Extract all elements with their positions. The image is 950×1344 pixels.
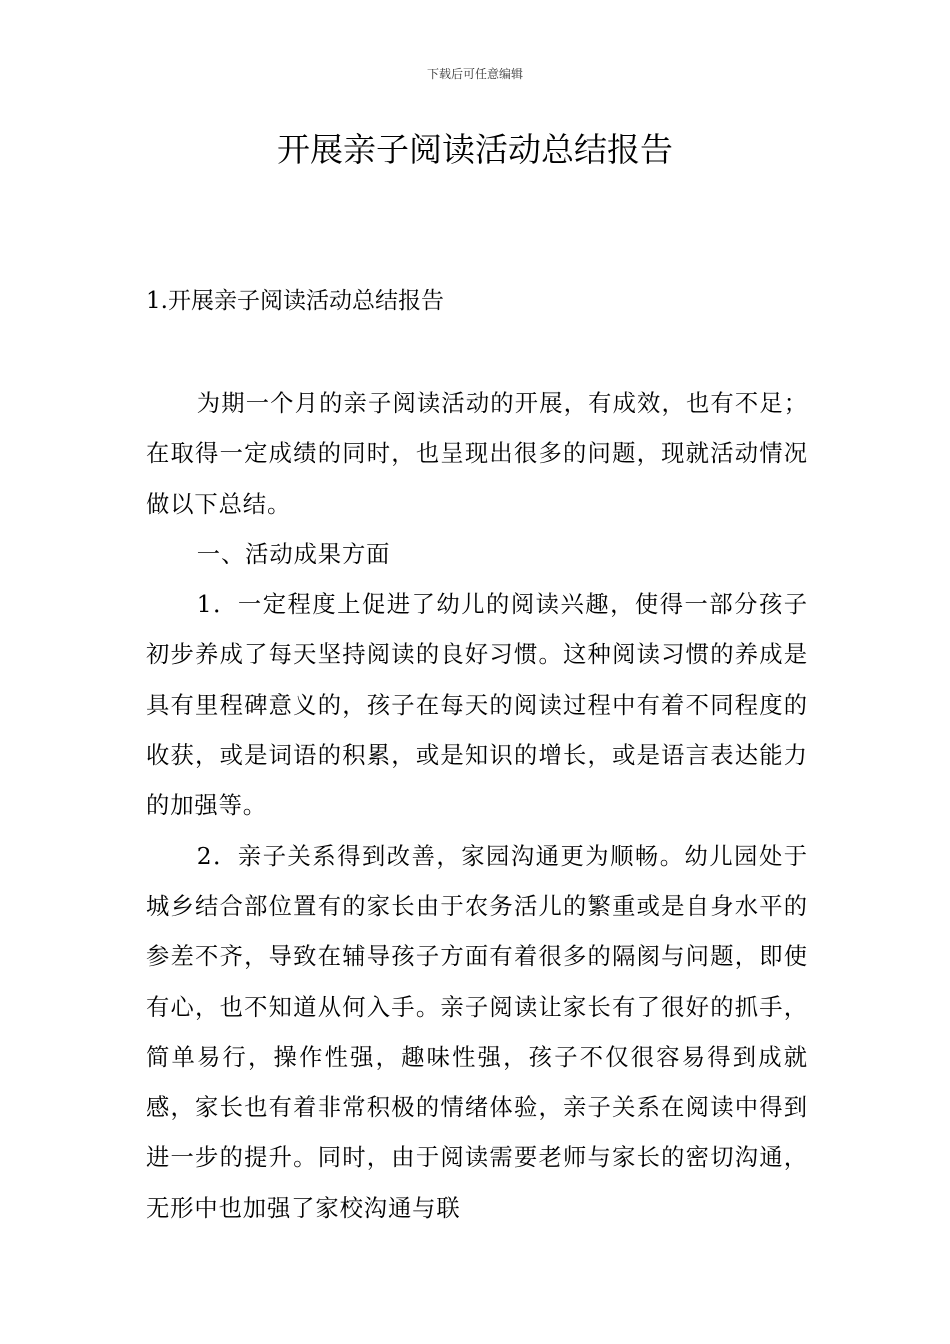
document-title: 开展亲子阅读活动总结报告 <box>277 130 673 169</box>
header-note: 下载后可任意编辑 <box>426 67 523 81</box>
body-text <box>146 379 808 1234</box>
paragraph-point-1: 1．一定程度上促进了幼儿的阅读兴趣，使得一部分孩子初步养成了每天坚持阅读的良好习惯。这种阅读习惯的养成是具有里程碑意义的，孩子在每天的阅读过程中有着不同程度的收获，或是词语的积累，或是知识的增长，或是语言表达能力的加强等。 <box>146 591 808 820</box>
paragraph-intro: 为期一个月的亲子阅读活动的开展，有成效，也有不足；在取得一定成绩的同时，也呈现出很多的问题，现就活动情况做以下总结。 <box>146 390 808 518</box>
paragraph-subheading: 一、活动成果方面 <box>196 540 391 568</box>
section-heading: 1.开展亲子阅读活动总结报告 <box>146 288 444 314</box>
paragraph-point-2: 2．亲子关系得到改善，家园沟通更为顺畅。幼儿园处于城乡结合部位置有的家长由于农务活儿的繁重或是自身水平的参差不齐，导致在辅导孩子方面有着很多的隔阂与问题，即使有心，也不知道从何入手。亲子阅读让家长有了很好的抓手，简单易行，操作性强，趣味性强，孩子不仅很容易得到成就感，家长也有着非常积极的情绪体验，亲子关系在阅读中得到进一步的提升。同时，由于阅读需要老师与家长的密切沟通，无形中也加强了家校沟通与联 <box>146 842 808 1222</box>
